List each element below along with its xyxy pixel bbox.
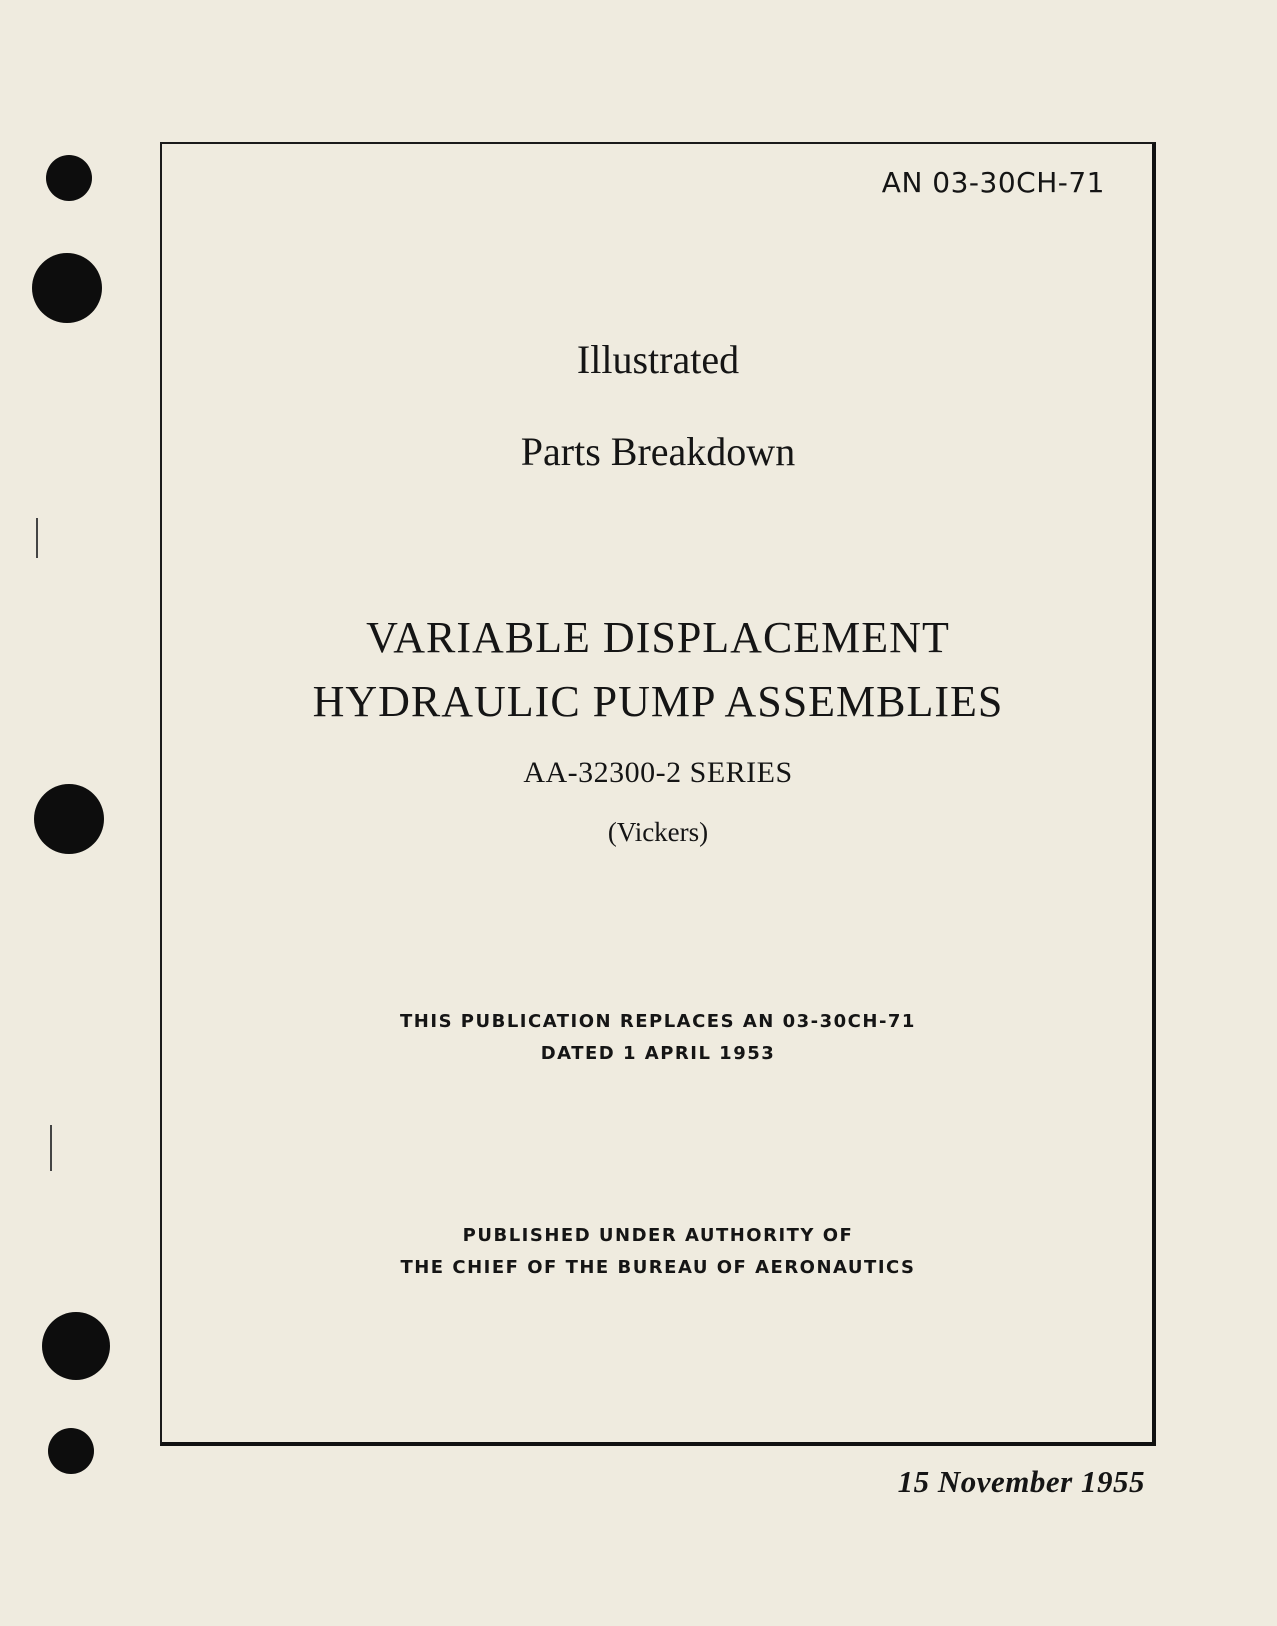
punch-hole — [32, 253, 102, 323]
authority-line2: THE CHIEF OF THE BUREAU OF AERONAUTICS — [400, 1257, 916, 1278]
punch-hole — [42, 1312, 110, 1380]
punch-hole — [46, 155, 92, 201]
series-designation: AA-32300-2 SERIES — [523, 756, 793, 789]
publication-date: 15 November 1955 — [897, 1464, 1145, 1499]
title-parts-breakdown: Parts Breakdown — [520, 429, 796, 474]
punch-hole — [34, 784, 104, 854]
authority-line1: PUBLISHED UNDER AUTHORITY OF — [462, 1225, 854, 1246]
punch-hole — [48, 1428, 94, 1474]
margin-mark — [36, 518, 38, 558]
margin-mark — [50, 1125, 52, 1171]
replacement-notice — [160, 1006, 1156, 1070]
main-title-line1: VARIABLE DISPLACEMENT — [366, 613, 950, 662]
main-title-line2: HYDRAULIC PUMP ASSEMBLIES — [312, 677, 1004, 726]
replacement-notice-line1: THIS PUBLICATION REPLACES AN 03-30CH-71 — [400, 1011, 916, 1032]
document-number: AN 03-30CH-71 — [881, 166, 1105, 199]
replacement-notice-line2: DATED 1 APRIL 1953 — [540, 1043, 776, 1064]
manufacturer-name: (Vickers) — [607, 817, 709, 847]
title-illustrated: Illustrated — [576, 337, 740, 382]
authority-statement — [160, 1220, 1156, 1284]
